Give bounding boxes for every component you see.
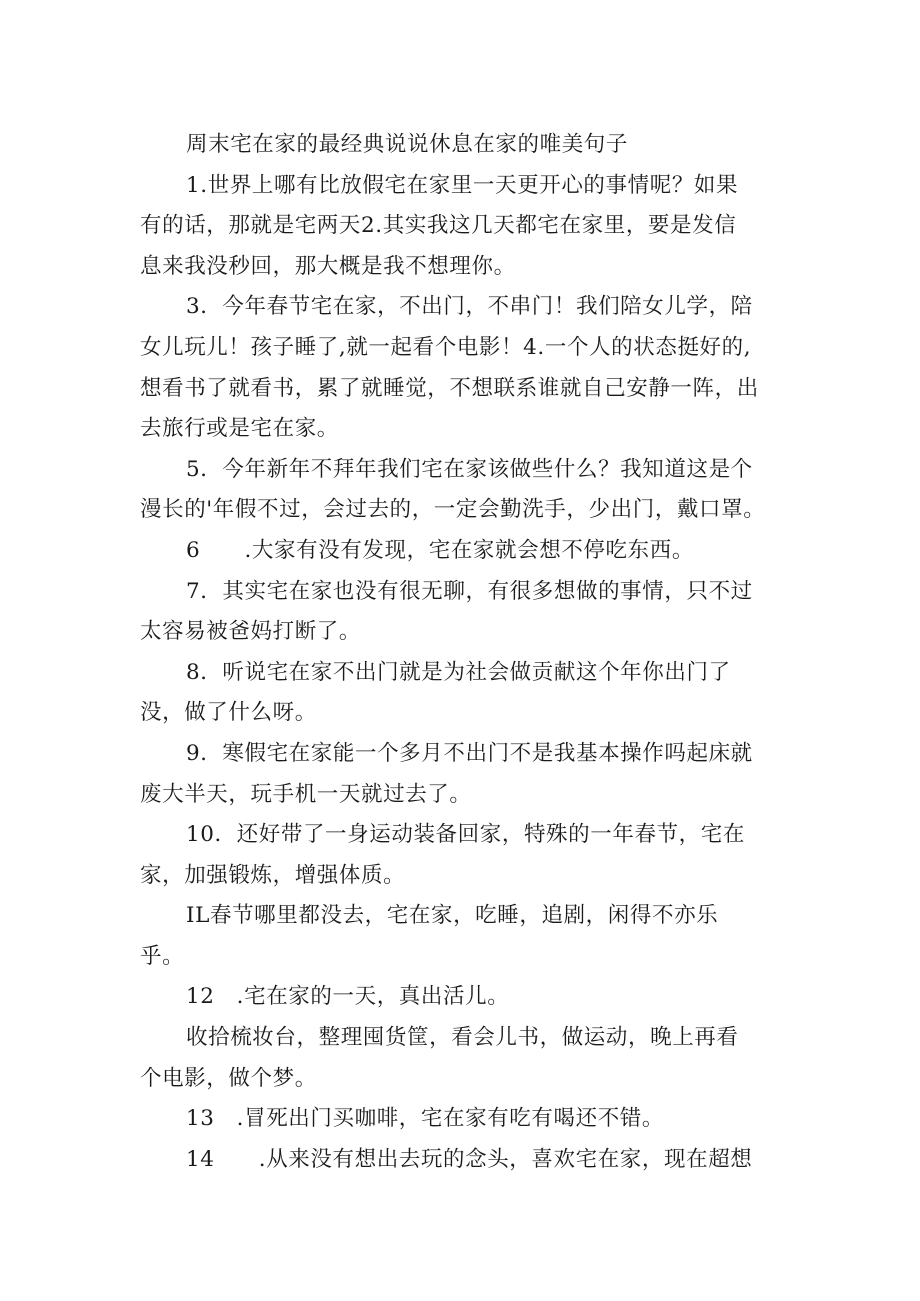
text-line: 去旅行或是宅在家。	[140, 416, 339, 442]
text-line: 想看书了就看书，累了就睡觉，不想联系谁就自己安静一阵，出	[140, 375, 759, 401]
text-line: 13 .冒死出门买咖啡，宅在家有吃有喝还不错。	[186, 1106, 664, 1132]
text-line: 漫长的'年假不过，会过去的，一定会勤洗手，少出门，戴口罩。	[140, 497, 766, 523]
text-line: 收拾梳妆台，整理囤货筐，看会儿书，做运动，晚上再看	[186, 1025, 739, 1051]
text-line: 7．其实宅在家也没有很无聊，有很多想做的事情，只不过	[186, 578, 753, 604]
text-line: IL春节哪里都没去，宅在家，吃睡，追剧，闲得不亦乐	[186, 903, 719, 929]
text-line: 有的话，那就是宅两天2.其实我这几天都宅在家里，要是发信	[140, 213, 737, 239]
text-line: 家，加强锻炼，增强体质。	[140, 862, 406, 888]
text-line: 太容易被爸妈打断了。	[140, 619, 362, 645]
text-line: 8．听说宅在家不出门就是为社会做贡献这个年你出门了	[186, 659, 731, 685]
text-line: 个电影，做个梦。	[140, 1065, 317, 1091]
text-line: 5．今年新年不拜年我们宅在家该做些什么？我知道这是个	[186, 456, 753, 482]
text-line: 息来我没秒回，那大概是我不想理你。	[140, 253, 516, 279]
text-line: 1.世界上哪有比放假宅在家里一天更开心的事情呢？如果	[186, 172, 739, 198]
text-line: 3．今年春节宅在家，不出门，不串门！我们陪女儿学，陪	[186, 294, 753, 320]
text-line: 乎。	[140, 943, 185, 969]
text-line: 废大半天，玩手机一天就过去了。	[140, 781, 472, 807]
text-line: 6 .大家有没有发现，宅在家就会想不停吃东西。	[186, 537, 694, 563]
text-line: 女儿玩儿！孩子睡了,就一起看个电影！4.一个人的状态挺好的,	[140, 334, 752, 360]
text-line: 12 .宅在家的一天，真出活儿。	[186, 984, 510, 1010]
text-line: 10．还好带了一身运动装备回家，特殊的一年春节，宅在	[186, 822, 745, 848]
text-line: 9．寒假宅在家能一个多月不出门不是我基本操作吗起床就	[186, 740, 753, 766]
document-title: 周末宅在家的最经典说说休息在家的唯美句子	[186, 132, 629, 157]
document-body	[140, 125, 790, 1180]
text-line: 14 .从来没有想出去玩的念头，喜欢宅在家，现在超想	[186, 1146, 753, 1172]
text-line: 没，做了什么呀。	[140, 700, 317, 726]
document-lines	[140, 166, 790, 1181]
